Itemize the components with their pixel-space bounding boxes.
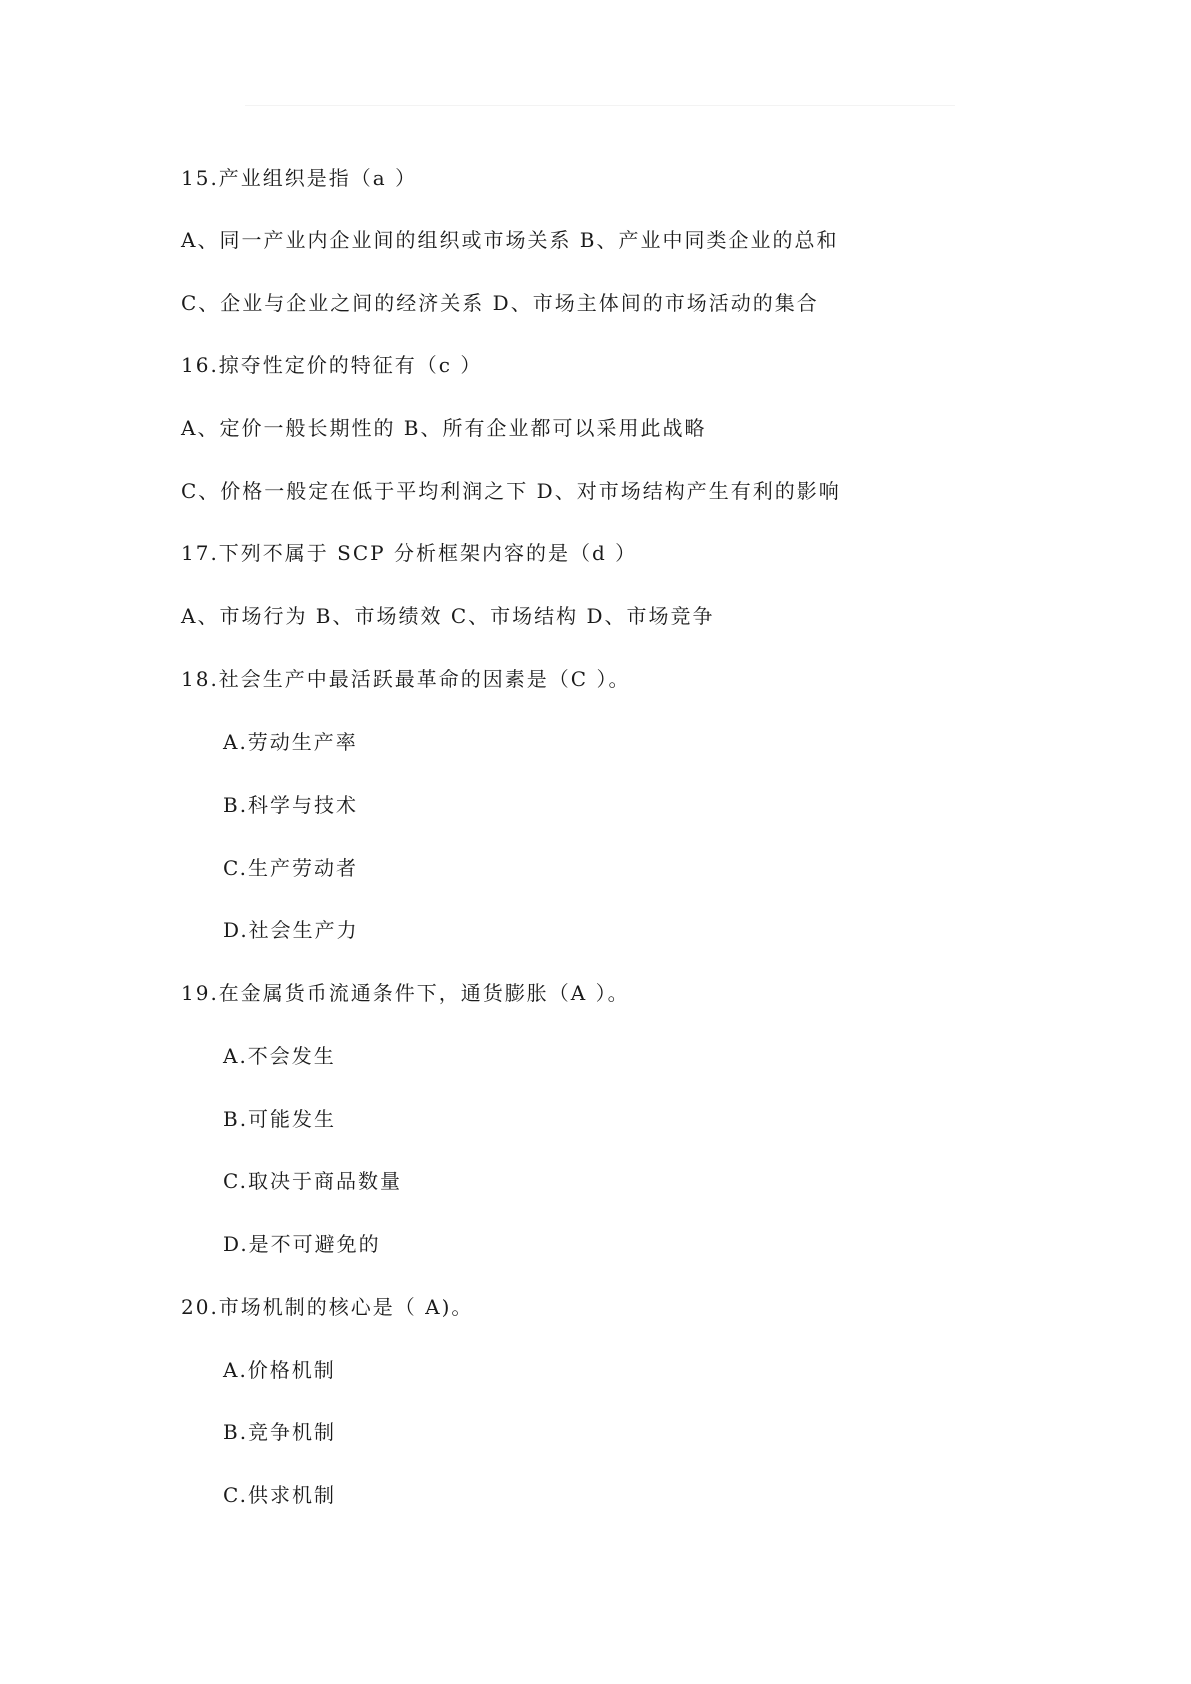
header-rule — [245, 105, 955, 106]
question-18-option-a: A.劳动生产率 — [223, 730, 358, 754]
question-19: 19.在金属货币流通条件下，通货膨胀（A ）。 — [181, 981, 630, 1005]
question-19-option-c: C.取决于商品数量 — [223, 1169, 402, 1193]
question-19-option-d: D.是不可避免的 — [223, 1232, 381, 1256]
question-18-option-c: C.生产劳动者 — [223, 856, 358, 880]
question-15-options-ab: A、同一产业内企业间的组织或市场关系 B、产业中同类企业的总和 — [181, 228, 839, 252]
question-15-options-cd: C、企业与企业之间的经济关系 D、市场主体间的市场活动的集合 — [181, 291, 819, 315]
question-17-options: A、市场行为 B、市场绩效 C、市场结构 D、市场竞争 — [181, 604, 715, 628]
question-16-options-cd: C、价格一般定在低于平均利润之下 D、对市场结构产生有利的影响 — [181, 479, 841, 503]
question-19-option-b: B.可能发生 — [223, 1107, 337, 1131]
question-18-option-b: B.科学与技术 — [223, 793, 359, 817]
question-15: 15.产业组织是指（a ） — [181, 166, 418, 190]
question-20: 20.市场机制的核心是（ A)。 — [181, 1295, 474, 1319]
question-19-option-a: A.不会发生 — [223, 1044, 336, 1068]
question-20-option-a: A.价格机制 — [223, 1358, 336, 1382]
question-17: 17.下列不属于 SCP 分析框架内容的是（d ） — [181, 541, 638, 565]
question-18-option-d: D.社会生产力 — [223, 918, 359, 942]
question-16: 16.掠夺性定价的特征有（c ） — [181, 353, 483, 377]
question-16-options-ab: A、定价一般长期性的 B、所有企业都可以采用此战略 — [181, 416, 707, 440]
footer-watermark — [578, 1589, 618, 1595]
question-18: 18.社会生产中最活跃最革命的因素是（C ）。 — [181, 667, 631, 691]
question-20-option-b: B.竞争机制 — [223, 1420, 337, 1444]
question-20-option-c: C.供求机制 — [223, 1483, 336, 1507]
